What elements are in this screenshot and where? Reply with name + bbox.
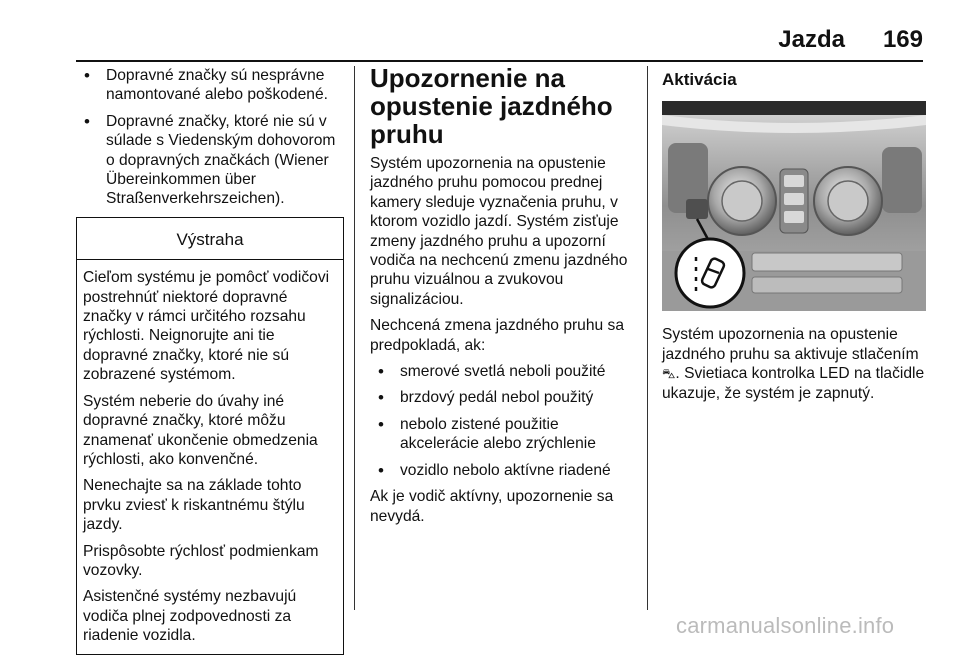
subsection-title: Aktivácia xyxy=(662,70,737,89)
warning-body xyxy=(77,260,343,653)
warning-box xyxy=(76,217,344,655)
page-number: 169 xyxy=(882,26,923,53)
lane-departure-icon xyxy=(676,239,744,307)
list-item: • nebolo zistené použitie akcelerácie alebo zrýchlenie xyxy=(370,415,635,454)
column-middle xyxy=(370,64,635,533)
section-title: Upozornenie na opustenie jazdného pruhu xyxy=(370,63,613,149)
dashboard-illustration xyxy=(662,101,926,311)
warning-paragraph: Systém neberie do úvahy iné dopravné značky, ktoré môžu znamenať ukončenie obmedzenia rýchlosti, ako konvenčné. xyxy=(83,392,318,468)
column-divider-2 xyxy=(647,66,648,610)
column-divider-1 xyxy=(354,66,355,610)
warning-paragraph: Cieľom systému je pomôcť vodičovi postrehnúť niektoré dopravné značky v rámci určitého rozsahu rýchlosti. Neignorujte ani tie dopravné značky, ktoré nie sú zobrazené systémom. xyxy=(83,269,330,384)
warning-paragraph: Nenechajte sa na základe tohto prvku zviesť k riskantnému štýlu jazdy. xyxy=(83,477,305,534)
warning-paragraph: Prispôsobte rýchlosť podmienkam vozovky. xyxy=(83,542,319,579)
list-item: • brzdový pedál nebol použitý xyxy=(370,388,635,407)
list-item: • smerové svetlá neboli použité xyxy=(370,362,635,381)
page-header-title: Jazda xyxy=(778,26,845,53)
lane-departure-icon: ⛍ xyxy=(662,366,676,382)
list-item: • Dopravné značky sú nesprávne namontované alebo poškodené. xyxy=(76,66,344,105)
watermark: carmanualsonline.info xyxy=(676,613,895,638)
intro-paragraph: Systém upozornenia na opustenie jazdného pruhu pomocou prednej kamery sleduje vyznačenia pruhu, v ktorom vozidlo jazdí. Systém zisťuje zmeny jazdného pruhu a upozorní vodiča na nechcenú zmenu jazdného pruhu vizuálnou a zvukovou signalizáciou. xyxy=(370,155,628,308)
list-item: • vozidlo nebolo aktívne riadené xyxy=(370,461,635,480)
activation-text-end: . Svietiaca kontrolka LED na tlačidle ukazuje, že systém je zapnutý. xyxy=(662,365,925,402)
closing-paragraph: Ak je vodič aktívny, upozornenie sa nevydá. xyxy=(370,488,614,525)
activation-paragraph xyxy=(662,325,926,403)
warning-title: Výstraha xyxy=(77,218,343,260)
warning-paragraph: Asistenčné systémy nezbavujú vodiča plnej zodpovednosti za riadenie vozidla. xyxy=(83,588,297,645)
activation-text: Systém upozornenia na opustenie jazdného pruhu sa aktivuje stlačením xyxy=(662,326,919,363)
column-left xyxy=(76,66,344,655)
column-right xyxy=(662,64,926,410)
lead-paragraph: Nechcená zmena jazdného pruhu sa predpokladá, ak: xyxy=(370,317,624,354)
header-rule xyxy=(76,60,923,62)
dashboard-figure xyxy=(662,101,926,311)
list-item: • Dopravné značky, ktoré nie sú v súlade s Viedenským dohovorom o dopravných značkách (Wiener Übereinkommen über Straßenverkehrszeichen). xyxy=(76,112,344,209)
